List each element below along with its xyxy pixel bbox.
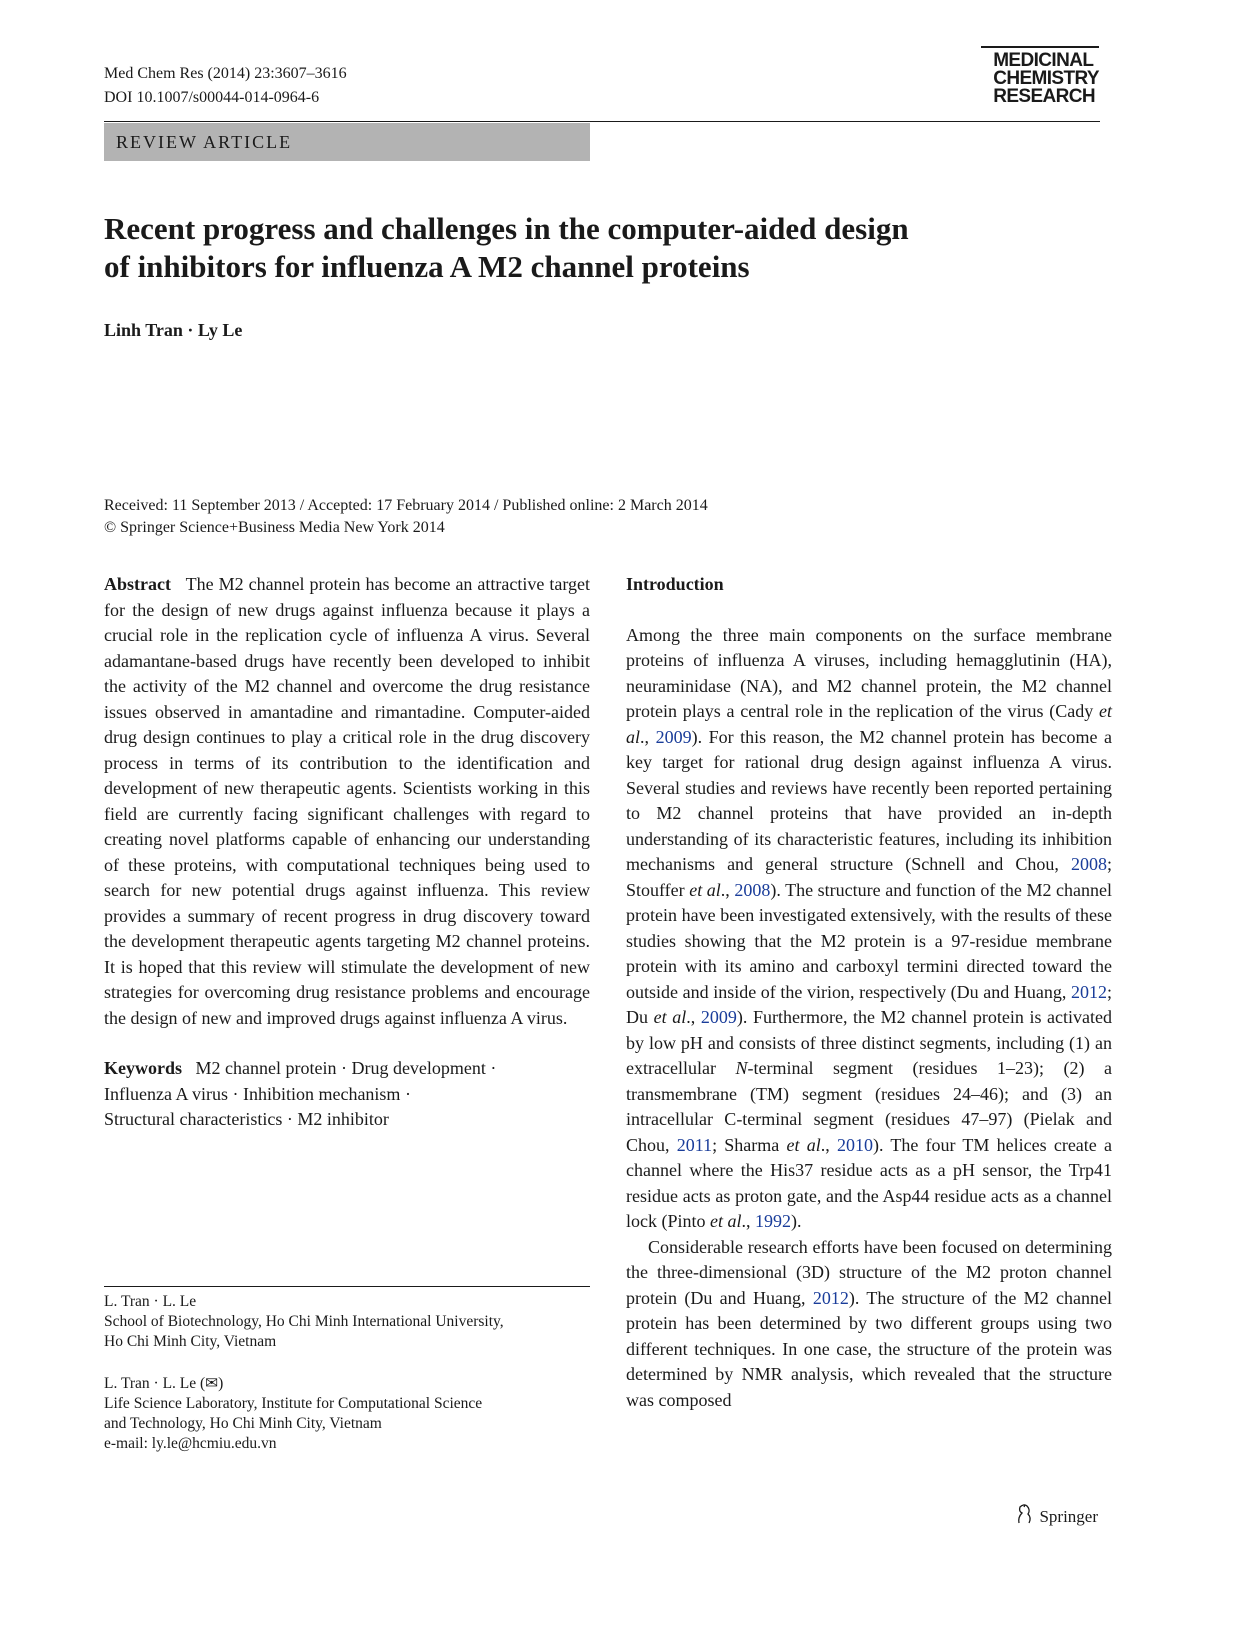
history-line: Received: 11 September 2013 / Accepted: 17 February 2014 / Published online: 2 March 2014	[104, 497, 708, 514]
publisher-name: Springer	[1039, 1506, 1098, 1526]
article-type-banner: REVIEW ARTICLE	[104, 123, 590, 161]
journal-logo-line-1: MEDICINAL	[993, 50, 1094, 71]
keywords-line-2: Influenza A virus · Inhibition mechanism ·	[104, 1083, 411, 1104]
springer-horse-icon	[1015, 1503, 1033, 1530]
citation-link[interactable]: 2012	[1070, 981, 1107, 1002]
citation-link[interactable]: 2008	[734, 879, 771, 900]
affiliation-authors: L. Tran · L. Le	[104, 1293, 197, 1310]
email-line: e-mail: ly.le@hcmiu.edu.vn	[104, 1435, 277, 1452]
copyright-line: © Springer Science+Business Media New York 2014	[104, 519, 445, 536]
header-rule	[104, 121, 1100, 122]
doi-line: DOI 10.1007/s00044-014-0964-6	[104, 89, 320, 106]
abstract-text: The M2 channel protein has become an attractive target for the design of new drugs against influenza because it plays a crucial role in the replication cycle of influenza A virus. Several adamantane-based drugs have recently been developed to inhibit the activity of the M2 channel and overcome the drug resistance issues observed in amantadine and rimantadine. Computer-aided drug design continues to play a critical role in the drug discovery process in terms of its contribution to the identification and development of new therapeutic agents. Scientists working in this field are currently facing significant challenges with regard to creating novel platforms capable of enhancing our understanding of these proteins, with computational techniques being used to search for new potential drugs against influenza. This review provides a summary of recent progress in drug discovery toward the development therapeutic agents targeting M2 channel proteins. It is hoped that this review will stimulate the development of new strategies for overcoming drug resistance problems and encourage the design of new and improved drugs against influenza A virus.	[104, 574, 590, 1028]
citation-link[interactable]: 2012	[812, 1287, 849, 1308]
affiliation-authors: L. Tran · L. Le (✉)	[104, 1375, 224, 1392]
keywords-label: Keywords	[104, 1058, 182, 1078]
journal-citation	[104, 62, 347, 110]
affiliation-line: School of Biotechnology, Ho Chi Minh International University,	[104, 1313, 504, 1330]
footnote-rule	[104, 1286, 590, 1287]
keywords-line-1: M2 channel protein · Drug development ·	[195, 1058, 497, 1078]
article-title	[104, 210, 1024, 286]
journal-logo-line-2: CHEMISTRY	[993, 68, 1099, 89]
title-line-1: Recent progress and challenges in the computer-aided design	[104, 211, 909, 246]
title-line-2: of inhibitors for influenza A M2 channel proteins	[104, 249, 750, 284]
affiliation-line: and Technology, Ho Chi Minh City, Vietnam	[104, 1415, 382, 1432]
citation-link[interactable]: 2010	[836, 1134, 873, 1155]
keywords-line-3: Structural characteristics · M2 inhibitor	[104, 1109, 389, 1129]
abstract	[104, 572, 590, 1031]
introduction-heading: Introduction	[626, 574, 724, 594]
citation-link[interactable]: 2009	[655, 726, 692, 747]
publication-dates	[104, 495, 708, 539]
affiliation-2	[104, 1374, 590, 1454]
affiliation-line: Life Science Laboratory, Institute for Computational Science	[104, 1395, 483, 1412]
citation-link[interactable]: 1992	[755, 1211, 791, 1231]
introduction-paragraph-2: Considerable research efforts have been focused on determining the three-dimensional (3D) structure of the M2 proton channel protein (Du and Huang, 2012). The structure of the M2 channel protein has been determined by two different groups using two different techniques. In one case, the structure of the protein was determined by NMR analysis, which revealed that the structure was composed	[626, 1236, 1112, 1410]
citation-line: Med Chem Res (2014) 23:3607–3616	[104, 65, 347, 82]
introduction-paragraph-1: Among the three main components on the surface membrane proteins of influenza A viruses, including hemagglutinin (HA), neuraminidase (NA), and M2 channel protein, the M2 channel protein plays a central role in the replication of the virus (Cady et al., 2009). For this reason, the M2 channel protein has become a key target for rational drug design against influenza A virus. Several studies and reviews have recently been reported pertaining to M2 channel proteins that have provided an in-depth understanding of its characteristic features, including its inhibition mechanisms and general structure (Schnell and Chou, 2008; Stouffer et al., 2008). The structure and function of the M2 channel protein have been investigated extensively, with the results of these studies showing that the M2 protein is a 97-residue membrane protein with its amino and carboxyl termini directed toward the outside and inside of the virion, respectively (Du and Huang, 2012; Du et al., 2009). Furthermore, the M2 channel protein is activated by low pH and consists of three distinct segments, including (1) an extracellular N-terminal segment (residues 1–23); (2) a transmembrane (TM) segment (residues 24–46); and (3) an intracellular C-terminal segment (residues 47–97) (Pielak and Chou, 2011; Sharma et al., 2010). The four TM helices create a channel where the His37 residue acts as a pH sensor, the Trp41 residue acts as proton gate, and the Asp44 residue acts as a channel lock (Pinto et al., 1992).	[626, 624, 1113, 1231]
keywords	[104, 1056, 590, 1133]
affiliation-line: Ho Chi Minh City, Vietnam	[104, 1333, 277, 1350]
publisher-mark	[1015, 1503, 1098, 1530]
right-column	[626, 572, 1112, 1413]
citation-link[interactable]: 2009	[700, 1007, 737, 1027]
citation-link[interactable]: 2008	[1070, 854, 1107, 874]
left-column	[104, 572, 590, 1133]
author-list: Linh Tran · Ly Le	[104, 320, 243, 340]
journal-logo-line-3: RESEARCH	[993, 86, 1096, 107]
journal-logo	[993, 52, 1099, 106]
affiliation-1	[104, 1292, 590, 1352]
abstract-label: Abstract	[104, 574, 171, 594]
citation-link[interactable]: 2011	[676, 1134, 713, 1155]
logo-rule	[981, 46, 1099, 48]
